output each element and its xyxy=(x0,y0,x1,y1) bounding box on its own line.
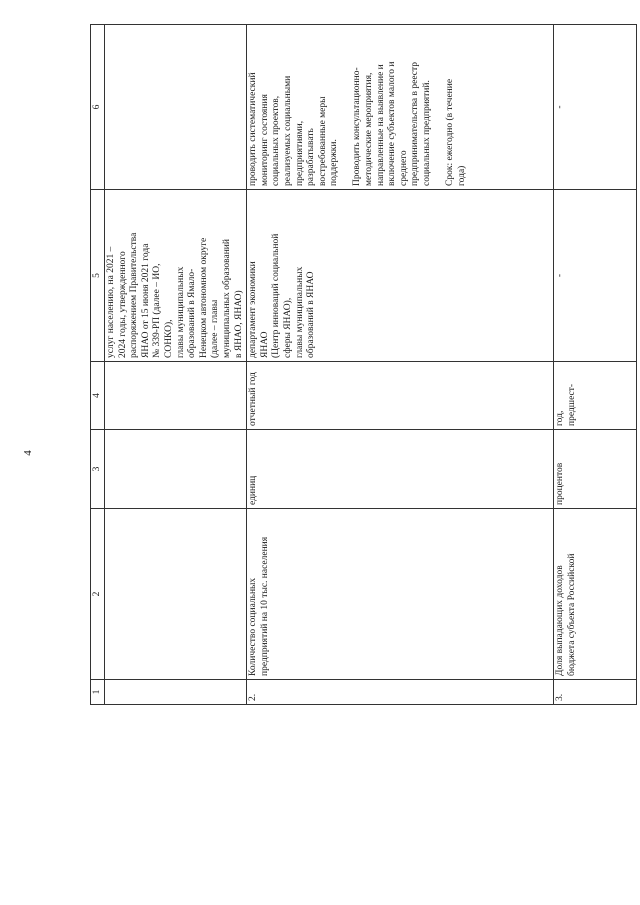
table-header-row xyxy=(91,25,105,705)
header-col-4: 4 xyxy=(91,362,105,430)
measures-table xyxy=(90,24,637,705)
header-col-2: 2 xyxy=(91,509,105,680)
measures-cell xyxy=(105,25,247,190)
period-cell xyxy=(105,362,247,430)
row-number xyxy=(105,680,247,705)
executors-cell: услуг населению, на 2021 – 2024 годы, утвержденного распоряжением Правительства ЯНАО от 15 июня 2021 года № 339-РП (далее – ИО, СОНКО), главы муниципальных образований в Ямало- Ненецком автономном округе (далее – главы муниципальных образований в ЯНАО, ЯНАО) xyxy=(105,190,247,362)
indicator-cell xyxy=(105,509,247,680)
executors-cell: департамент экономики ЯНАО (Центр инноваций социальной сферы ЯНАО), главы муниципальных образований в ЯНАО xyxy=(247,190,554,362)
executors-cell: - xyxy=(554,190,637,362)
table-row xyxy=(554,25,637,705)
unit-cell: процентов xyxy=(554,430,637,509)
header-col-6: 6 xyxy=(91,25,105,190)
rotated-page-content xyxy=(90,55,585,705)
table-row xyxy=(105,25,247,705)
measures-cell: проводить систематический мониторинг состояния социальных проектов, реализуемых социальными предприятиями, разрабатывать востребованные меры поддержки. Проводить консультационно- методические мероприятия, направленные на выявление и включение субъектов малого и среднего предпринимательства в реестр социальных предприятий. Срок: ежегодно (в течение года) xyxy=(247,25,554,190)
indicator-cell: Количество социальных предприятий на 10 тыс. населения xyxy=(247,509,554,680)
measures-cell: - xyxy=(554,25,637,190)
row-number: 2. xyxy=(247,680,554,705)
table-row xyxy=(247,25,554,705)
header-col-1: 1 xyxy=(91,680,105,705)
row-number: 3. xyxy=(554,680,637,705)
header-col-5: 5 xyxy=(91,190,105,362)
header-col-3: 3 xyxy=(91,430,105,509)
period-cell: год, предшест- xyxy=(554,362,637,430)
indicator-cell: Доля выпадающих доходов бюджета субъекта Российской xyxy=(554,509,637,680)
period-cell: отчетный год xyxy=(247,362,554,430)
unit-cell: единиц xyxy=(247,430,554,509)
page-number: 4 xyxy=(22,450,34,456)
unit-cell xyxy=(105,430,247,509)
